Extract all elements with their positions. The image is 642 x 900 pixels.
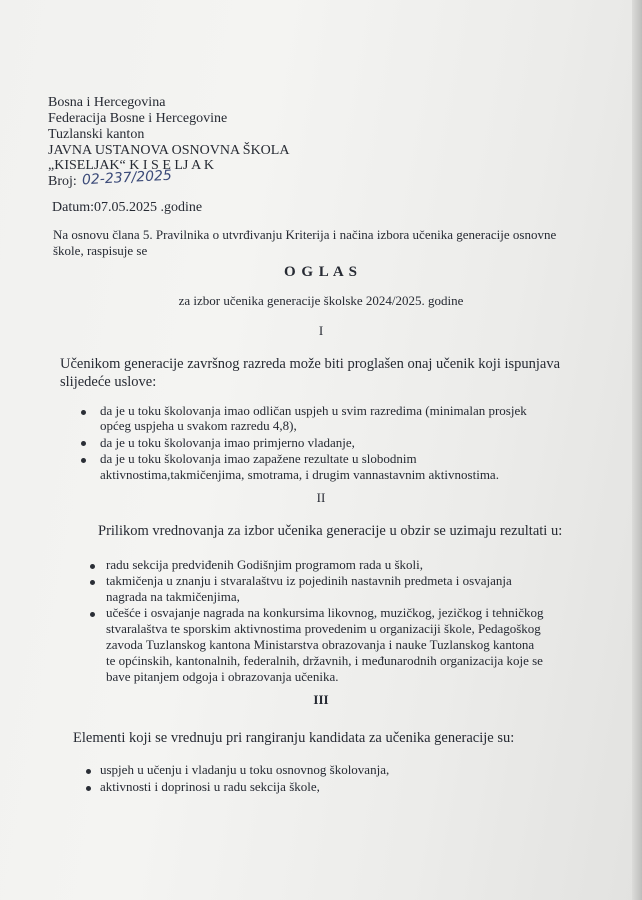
section-1-item-3-line-1: da je u toku školovanja imao zapažene rezultate u slobodnim [100, 451, 417, 466]
header-broj-label: Broj: [48, 174, 77, 189]
section-2-item-3-line-5: bave pitanjem odgoja i obrazovanja učenika. [106, 669, 339, 684]
header-date: Datum:07.05.2025 .godine [52, 200, 203, 215]
section-2-item-2-line-2: nagrada na takmičenjima, [106, 589, 240, 604]
bullet-icon [90, 564, 95, 569]
section-2-item-3-line-4: te općinskih, kantonalnih, federalnih, državnih, i međunarodnih organizacija koje se [106, 653, 543, 668]
header-institution: JAVNA USTANOVA OSNOVNA ŠKOLA [48, 143, 290, 158]
handwritten-document-number: 02-237/2025 [81, 167, 173, 189]
intro-line-1: Na osnovu člana 5. Pravilnika o utvrđivanju Kriterija i načina izbora učenika generacije osnovne [53, 227, 557, 242]
bullet-icon [81, 458, 86, 463]
section-2-item-2-line-1: takmičenja u znanju i stvaralaštvu iz pojedinih nastavnih predmeta i osvajanja [106, 573, 512, 588]
section-3-intro: Elementi koji se vrednuju pri rangiranju kandidata za učenika generacije su: [73, 730, 515, 746]
section-3-item-1: uspjeh u učenju i vladanju u toku osnovnog školovanja, [100, 762, 390, 777]
section-1-item-1-line-1: da je u toku školovanja imao odličan uspjeh u svim razredima (minimalan prosjek [100, 403, 527, 418]
bullet-icon [90, 612, 95, 617]
section-1-intro-line-1: Učenikom generacije završnog razreda može biti proglašen onaj učenik koji ispunjava [60, 356, 561, 372]
section-2-item-3-line-1: učešće i osvajanje nagrada na konkursima likovnog, muzičkog, jezičkog i tehničkog [106, 605, 544, 620]
section-2-item-3-line-3: zavoda Tuzlanskog kantona Ministarstva obrazovanja i nauke Tuzlanskog kantona [106, 637, 535, 652]
section-3-numeral: III [313, 692, 329, 707]
section-2-intro: Prilikom vrednovanja za izbor učenika generacije u obzir se uzimaju rezultati u: [98, 523, 563, 539]
section-1-numeral: I [318, 323, 324, 338]
section-1-item-1-line-2: općeg uspjeha u svakom razredu 4,8), [100, 418, 297, 433]
document-subtitle: za izbor učenika generacije školske 2024/2025. godine [178, 293, 464, 308]
section-1-intro-line-2: slijedeće uslove: [60, 374, 157, 390]
header-country: Bosna i Hercegovina [48, 95, 166, 110]
section-2-numeral: II [316, 490, 326, 505]
section-2-item-1: radu sekcija predviđenih Godišnjim programom rada u školi, [106, 557, 423, 572]
section-2-item-3-line-2: stvaralaštva te sporskim aktivnostima provedenim u organizaciji škole, Pedagoškog [106, 621, 541, 636]
header-federation: Federacija Bosne i Hercegovine [48, 111, 228, 126]
bullet-icon [90, 580, 95, 585]
document-title: O G L A S [283, 264, 359, 280]
section-1-item-3-line-2: aktivnostima,takmičenjima, smotrama, i drugim vannastavnim aktivnostima. [100, 467, 499, 482]
bullet-icon [86, 769, 91, 774]
intro-line-2: škole, raspisuje se [53, 243, 148, 258]
bullet-icon [81, 410, 86, 415]
bullet-icon [81, 441, 86, 446]
page-edge-shadow [632, 0, 642, 900]
header-school-name: „KISELJAK“ K I S E LJ A K [48, 158, 215, 173]
section-3-item-2: aktivnosti i doprinosi u radu sekcija škole, [100, 779, 320, 794]
header-canton: Tuzlanski kanton [48, 127, 145, 142]
bullet-icon [86, 786, 91, 791]
section-1-item-2: da je u toku školovanja imao primjerno vladanje, [100, 435, 355, 450]
